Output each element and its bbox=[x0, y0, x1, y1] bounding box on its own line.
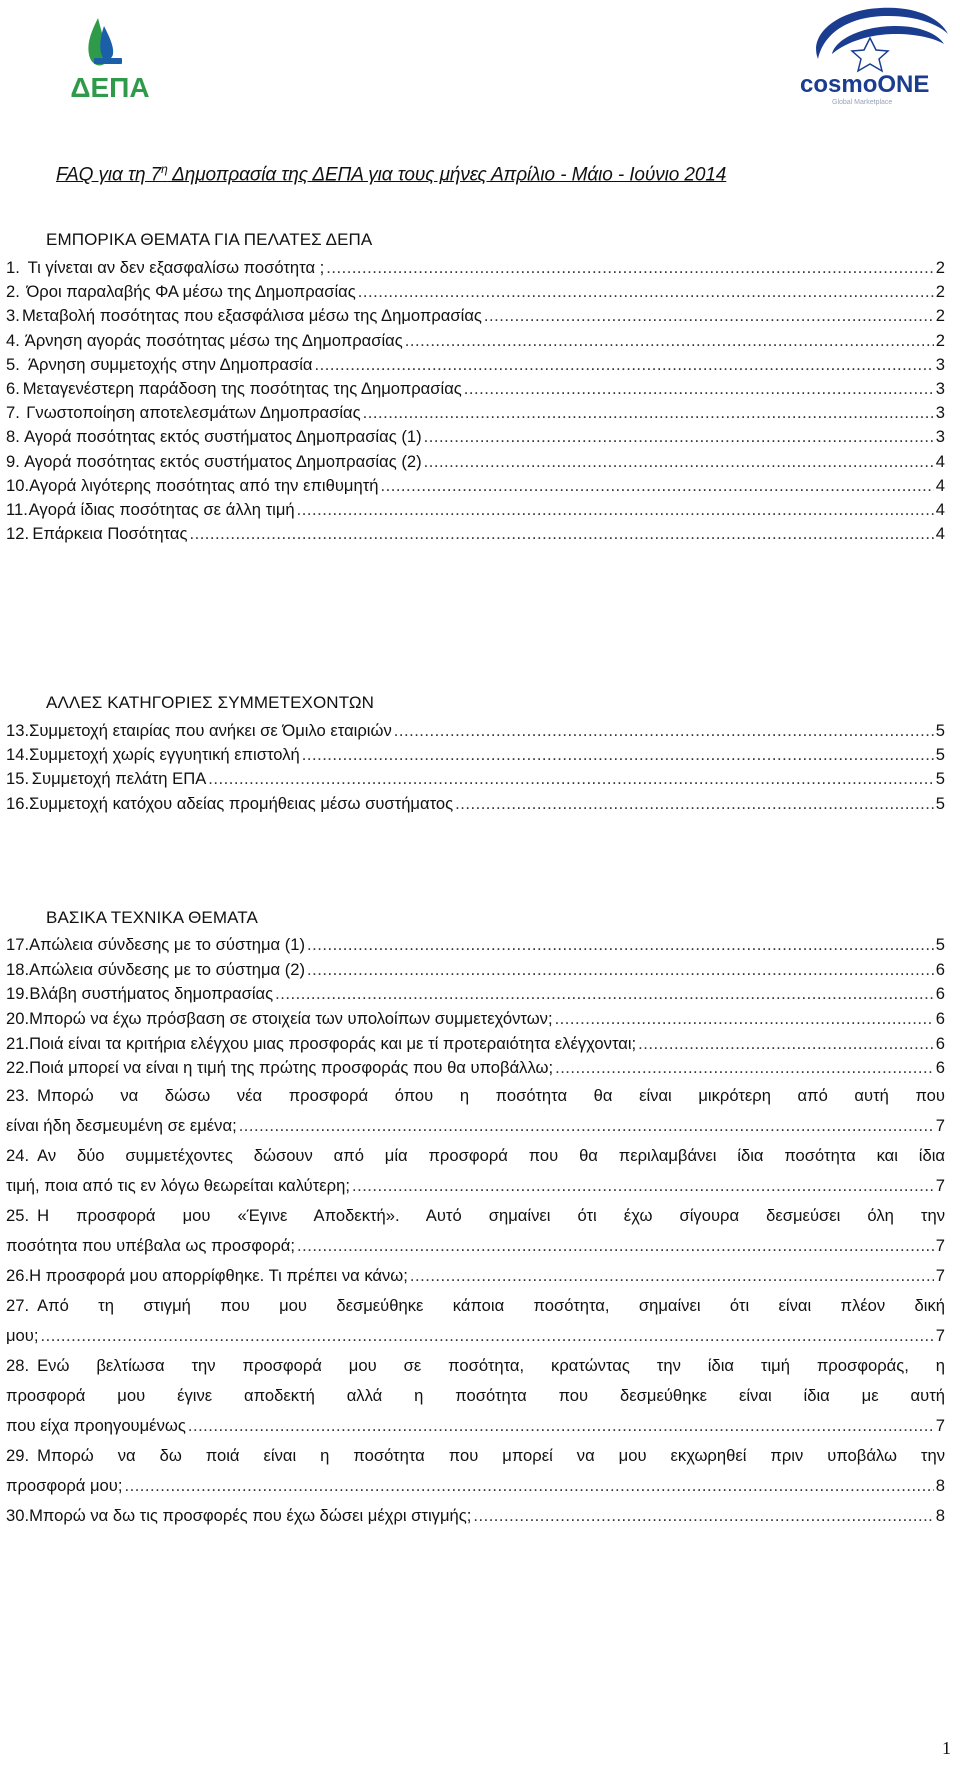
toc-leader-dots bbox=[410, 1261, 934, 1291]
cosmoone-logo bbox=[788, 4, 960, 108]
toc-leader-dots bbox=[394, 719, 934, 743]
toc-item-number: 1. bbox=[6, 258, 20, 277]
toc-page-number: 6 bbox=[935, 1009, 945, 1029]
toc-item-title: Η προσφορά μου απορρίφθηκε. Τι πρέπει να κάνω; bbox=[29, 1266, 408, 1285]
toc-item-q15[interactable] bbox=[6, 767, 945, 791]
toc-item-number: 27. bbox=[6, 1296, 30, 1315]
toc-item-q25[interactable] bbox=[6, 1201, 945, 1261]
toc-item-q17[interactable] bbox=[6, 933, 945, 958]
toc-item-title-line: Μπορώ να δώσω νέα προσφορά όπου η ποσότητα θα είναι μικρότερη από αυτή που bbox=[37, 1086, 945, 1105]
toc-page-number: 3 bbox=[935, 354, 945, 374]
toc-item-q26[interactable] bbox=[6, 1261, 945, 1291]
toc-list-technical bbox=[6, 933, 945, 1081]
toc-leader-dots bbox=[363, 401, 934, 425]
toc-item-title: Μεταβολή ποσότητας που εξασφάλισα μέσω της Δημοπρασίας bbox=[21, 306, 482, 326]
toc-item-title: Ποιά είναι τα κριτήρια ελέγχου μιας προσφοράς και με τί προτεραιότητα ελέγχονται; bbox=[29, 1033, 637, 1053]
toc-item-title-line: ποσότητα που υπέβαλα ως προσφορά; bbox=[6, 1236, 295, 1255]
toc-item-title: Συμμετοχή πελάτη ΕΠΑ bbox=[31, 769, 207, 789]
toc-leader-dots bbox=[424, 425, 934, 449]
toc-item-title: Συμμετοχή χωρίς εγγυητική επιστολή bbox=[29, 745, 300, 765]
toc-leader-dots bbox=[302, 743, 934, 767]
toc-page-number: 2 bbox=[935, 306, 945, 326]
toc-item-title-line: μου; bbox=[6, 1326, 39, 1345]
toc-item-number: 2. bbox=[6, 282, 20, 302]
toc-page-number: 2 bbox=[935, 258, 945, 277]
toc-item-number: 4. bbox=[6, 330, 20, 350]
toc-item-title-line: Ενώ βελτίωσα την προσφορά μου σε ποσότητα, κρατώντας την ίδια τιμή προσφοράς, η bbox=[37, 1356, 945, 1375]
section-heading-other-participants: ΑΛΛΕΣ ΚΑΤΗΓΟΡΙΕΣ ΣΥΜΜΕΤΕΧΟΝΤΩΝ bbox=[46, 693, 375, 712]
toc-page-number: 4 bbox=[935, 524, 945, 544]
toc-item-title-line: Από τη στιγμή που μου δεσμεύθηκε κάποια ποσότητα, σημαίνει ότι είναι πλέον δική bbox=[37, 1296, 945, 1315]
toc-page-number: 6 bbox=[935, 984, 945, 1004]
toc-page-number: 4 bbox=[935, 475, 945, 495]
toc-item-q30[interactable] bbox=[6, 1501, 945, 1531]
toc-item-q4[interactable] bbox=[6, 329, 945, 353]
toc-item-q5[interactable] bbox=[6, 353, 945, 377]
toc-item-q27[interactable] bbox=[6, 1291, 945, 1351]
toc-item-title-line: τιμή, ποια από τις εν λόγω θεωρείται καλύτερη; bbox=[6, 1176, 350, 1195]
toc-leader-dots bbox=[455, 792, 934, 816]
toc-leader-dots bbox=[555, 1007, 934, 1032]
toc-item-number: 20. bbox=[6, 1009, 30, 1029]
toc-item-number: 29. bbox=[6, 1446, 30, 1465]
toc-item-title: Μπορώ να δω τις προσφορές που έχω δώσει μέχρι στιγμής; bbox=[29, 1506, 472, 1525]
toc-item-number: 12. bbox=[6, 524, 30, 544]
page-title: FAQ για τη $7^\eta$ Δημοπρασία της ΔΕΠΑ για τους μήνες Απρίλιο - Μάιο - Ιούνιο 2014 bbox=[56, 162, 727, 186]
toc-item-number: 7. bbox=[6, 403, 20, 423]
toc-item-title: Όροι παραλαβής ΦΑ μέσω της Δημοπρασίας bbox=[26, 282, 356, 302]
toc-item-title-line: Αν δύο συμμετέχοντες δώσουν από μία προσφορά που θα περιλαμβάνει ίδια ποσότητα και ίδια bbox=[37, 1146, 945, 1165]
toc-page-number: 7 bbox=[935, 1266, 945, 1285]
section-heading-commercial: ΕΜΠΟΡΙΚΑ ΘΕΜΑΤΑ ΓΙΑ ΠΕΛΑΤΕΣ ΔΕΠΑ bbox=[46, 230, 373, 249]
toc-item-title-line: Η προσφορά μου «Έγινε Αποδεκτή». Αυτό σημαίνει ότι έχω σίγουρα δεσμεύσει όλη την bbox=[37, 1206, 945, 1225]
toc-leader-dots bbox=[189, 522, 933, 546]
toc-page-number: 2 bbox=[935, 330, 945, 350]
toc-item-q20[interactable] bbox=[6, 1007, 945, 1032]
toc-leader-dots bbox=[424, 450, 934, 474]
toc-item-q9[interactable] bbox=[6, 450, 945, 474]
toc-leader-dots bbox=[638, 1032, 934, 1057]
section-heading-technical: ΒΑΣΙΚΑ ΤΕΧΝΙΚΑ ΘΕΜΑΤΑ bbox=[46, 908, 258, 927]
toc-item-title-line: είναι ήδη δεσμευμένη σε εμένα; bbox=[6, 1116, 237, 1135]
toc-leader-dots bbox=[307, 933, 934, 958]
cosmoone-tagline: Global Marketplace bbox=[832, 99, 893, 106]
toc-page-number: 5 bbox=[935, 793, 945, 813]
toc-item-q22[interactable] bbox=[6, 1056, 945, 1081]
toc-page-number: 7 bbox=[935, 1326, 945, 1345]
toc-item-number: 30. bbox=[6, 1506, 30, 1525]
toc-item-number: 18. bbox=[6, 959, 30, 979]
toc-page-number: 6 bbox=[935, 1058, 945, 1078]
toc-page-number: 8 bbox=[935, 1476, 945, 1495]
toc-item-number: 9. bbox=[6, 451, 20, 471]
toc-item-q28[interactable] bbox=[6, 1351, 945, 1441]
toc-item-title: Ποιά μπορεί να είναι η τιμή της πρώτης προσφοράς που θα υποβάλλω; bbox=[29, 1058, 554, 1078]
toc-item-title: Επάρκεια Ποσότητας bbox=[32, 524, 188, 544]
toc-leader-dots bbox=[464, 377, 934, 401]
toc-item-number: 24. bbox=[6, 1146, 30, 1165]
toc-page-number: 3 bbox=[935, 427, 945, 447]
page-number: 1 bbox=[942, 1738, 951, 1758]
toc-leader-dots bbox=[297, 1231, 934, 1261]
toc-page-number: 3 bbox=[935, 403, 945, 423]
toc-item-title: Απώλεια σύνδεσης με το σύστημα (2) bbox=[29, 959, 306, 979]
toc-page-number: 6 bbox=[935, 1033, 945, 1053]
toc-item-q13[interactable] bbox=[6, 719, 945, 743]
toc-item-number: 28. bbox=[6, 1356, 30, 1375]
toc-item-title: Συμμετοχή εταιρίας που ανήκει σε Όμιλο εταιριών bbox=[29, 721, 392, 740]
toc-item-q10[interactable] bbox=[6, 474, 945, 498]
toc-leader-dots bbox=[380, 474, 933, 498]
toc-item-q21[interactable] bbox=[6, 1032, 945, 1057]
toc-item-q23[interactable] bbox=[6, 1081, 945, 1141]
toc-item-title-line: προσφορά μου έγινε αποδεκτή αλλά η ποσότητα που δεσμεύθηκε είναι ίδια με αυτή bbox=[6, 1386, 945, 1405]
toc-leader-dots bbox=[473, 1501, 933, 1531]
toc-item-number: 16. bbox=[6, 793, 30, 813]
toc-item-number: 15. bbox=[6, 769, 30, 789]
depa-logo bbox=[60, 12, 160, 104]
toc-page-number: 7 bbox=[935, 1236, 945, 1255]
toc-item-title: Αγορά ίδιας ποσότητας σε άλλη τιμή bbox=[28, 499, 295, 519]
toc-item-number: 19. bbox=[6, 984, 30, 1004]
toc-page-number: 8 bbox=[935, 1506, 945, 1525]
toc-page-number: 4 bbox=[935, 499, 945, 519]
toc-item-number: 10. bbox=[6, 475, 30, 495]
toc-item-title: Μεταγενέστερη παράδοση της ποσότητας της Δημοπρασίας bbox=[22, 378, 462, 398]
toc-leader-dots bbox=[188, 1411, 934, 1441]
toc-page-number: 5 bbox=[935, 769, 945, 789]
toc-item-title: Βλάβη συστήματος δημοπρασίας bbox=[29, 984, 274, 1004]
toc-item-title: Απώλεια σύνδεσης με το σύστημα (1) bbox=[29, 935, 306, 954]
toc-item-q8[interactable] bbox=[6, 425, 945, 449]
toc-item-number: 22. bbox=[6, 1058, 30, 1078]
toc-item-title: Άρνηση αγοράς ποσότητας μέσω της Δημοπρασίας bbox=[24, 330, 403, 350]
toc-leader-dots bbox=[307, 958, 934, 983]
toc-item-number: 25. bbox=[6, 1206, 30, 1225]
toc-page-number: 3 bbox=[935, 378, 945, 398]
toc-item-q19[interactable] bbox=[6, 982, 945, 1007]
toc-item-number: 17. bbox=[6, 935, 30, 954]
toc-item-q24[interactable] bbox=[6, 1141, 945, 1201]
toc-item-number: 21. bbox=[6, 1033, 30, 1053]
toc-item-title-line: προσφορά μου; bbox=[6, 1476, 123, 1495]
toc-leader-dots bbox=[405, 329, 934, 353]
toc-list-other-participants bbox=[6, 719, 945, 816]
toc-leader-dots bbox=[40, 1321, 933, 1351]
toc-item-title: Αγορά ποσότητας εκτός συστήματος Δημοπρασίας (1) bbox=[24, 427, 422, 447]
toc-leader-dots bbox=[326, 256, 934, 280]
svg-text:cosmoONE: cosmoONE bbox=[800, 71, 930, 98]
toc-item-q3[interactable] bbox=[6, 304, 945, 328]
toc-item-number: 3. bbox=[6, 306, 20, 326]
toc-item-number: 23. bbox=[6, 1086, 30, 1105]
toc-item-number: 5. bbox=[6, 354, 20, 374]
toc-item-title: Συμμετοχή κατόχου αδείας προμήθειας μέσω συστήματος bbox=[29, 793, 454, 813]
toc-item-q12[interactable] bbox=[6, 522, 945, 546]
toc-list-technical-long bbox=[6, 1081, 945, 1531]
toc-item-title: Μπορώ να έχω πρόσβαση σε στοιχεία των υπολοίπων συμμετεχόντων; bbox=[29, 1009, 553, 1029]
toc-leader-dots bbox=[275, 982, 934, 1007]
toc-list-commercial bbox=[6, 256, 945, 546]
toc-page-number: 6 bbox=[935, 959, 945, 979]
toc-leader-dots bbox=[208, 767, 933, 791]
toc-item-title: Γνωστοποίηση αποτελεσμάτων Δημοπρασίας bbox=[26, 403, 361, 423]
toc-page-number: 5 bbox=[935, 745, 945, 765]
toc-item-title: Τι γίνεται αν δεν εξασφαλίσω ποσότητα ; bbox=[27, 258, 325, 277]
toc-item-q16[interactable] bbox=[6, 792, 945, 816]
toc-leader-dots bbox=[314, 353, 933, 377]
toc-item-number: 8. bbox=[6, 427, 20, 447]
toc-leader-dots bbox=[555, 1056, 934, 1081]
toc-item-q1[interactable] bbox=[6, 256, 945, 280]
toc-item-q14[interactable] bbox=[6, 743, 945, 767]
toc-page-number: 5 bbox=[935, 935, 945, 954]
toc-leader-dots bbox=[239, 1111, 934, 1141]
toc-item-title: Αγορά ποσότητας εκτός συστήματος Δημοπρασίας (2) bbox=[24, 451, 422, 471]
toc-leader-dots bbox=[484, 304, 934, 328]
toc-item-title: Άρνηση συμμετοχής στην Δημοπρασία bbox=[27, 354, 313, 374]
toc-item-title-line: Μπορώ να δω ποιά είναι η ποσότητα που μπορεί να μου εκχωρηθεί πριν υποβάλω την bbox=[37, 1446, 945, 1465]
toc-page-number: 2 bbox=[935, 282, 945, 302]
svg-text:ΔΕΠΑ: ΔΕΠΑ bbox=[70, 72, 150, 103]
toc-page-number: 7 bbox=[935, 1116, 945, 1135]
toc-leader-dots bbox=[297, 498, 934, 522]
toc-item-q2[interactable] bbox=[6, 280, 945, 304]
toc-item-number: 6. bbox=[6, 378, 20, 398]
toc-item-number: 11. bbox=[6, 499, 28, 519]
toc-page-number: 7 bbox=[935, 1416, 945, 1435]
toc-item-q29[interactable] bbox=[6, 1441, 945, 1501]
toc-item-q18[interactable] bbox=[6, 958, 945, 983]
toc-leader-dots bbox=[352, 1171, 934, 1201]
toc-item-number: 26. bbox=[6, 1266, 30, 1285]
toc-item-title: Αγορά λιγότερης ποσότητας από την επιθυμητή bbox=[29, 475, 379, 495]
toc-page-number: 4 bbox=[935, 451, 945, 471]
toc-item-q7[interactable] bbox=[6, 401, 945, 425]
toc-page-number: 7 bbox=[935, 1176, 945, 1195]
toc-leader-dots bbox=[124, 1471, 933, 1501]
toc-item-number: 13. bbox=[6, 721, 30, 740]
toc-leader-dots bbox=[358, 280, 934, 304]
toc-item-number: 14. bbox=[6, 745, 30, 765]
toc-item-q11[interactable] bbox=[6, 498, 945, 522]
toc-page-number: 5 bbox=[935, 721, 945, 740]
toc-item-q6[interactable] bbox=[6, 377, 945, 401]
toc-item-title-line: που είχα προηγουμένως bbox=[6, 1416, 186, 1435]
